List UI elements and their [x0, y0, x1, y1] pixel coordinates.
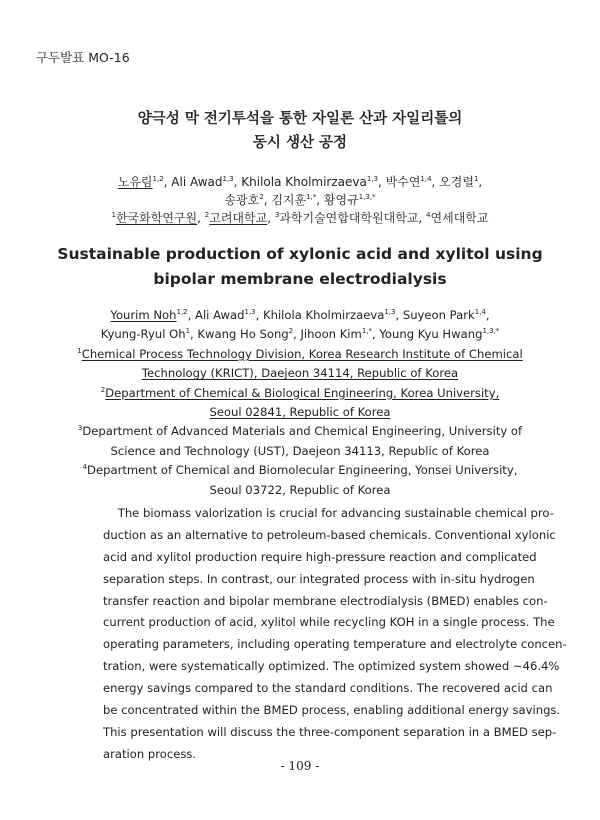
text-segment: , 김지훈 — [263, 193, 307, 207]
english_authors-line — [0, 424, 600, 438]
english_authors-line — [0, 405, 600, 419]
abstract — [103, 503, 567, 766]
text-segment: , Jihoon Kim — [293, 327, 362, 342]
affiliation-superscript: 1,3 — [244, 308, 256, 317]
abstract-line: current production of acid, xylitol while recycling KOH in a single process. The — [103, 615, 555, 630]
affiliation-superscript: 1,* — [306, 193, 317, 201]
session-label: 구두발표 MO-16 — [36, 50, 130, 65]
korean_authors-line — [0, 209, 600, 226]
text-segment: 한국화학연구원 — [115, 211, 198, 225]
text-segment: , — [478, 175, 483, 189]
affiliation-superscript: 1,3 — [222, 175, 234, 183]
english_authors-line — [0, 444, 600, 458]
affiliation-superscript: 1,2 — [152, 175, 164, 183]
text-segment: , — [267, 211, 275, 225]
text-segment: , Ali Awad — [187, 308, 245, 322]
abstract-line: This presentation will discuss the three-component separation in a BMED sep- — [103, 724, 557, 739]
page-number: - 109 - — [280, 759, 320, 773]
affiliation-superscript: 3 — [77, 424, 83, 433]
affiliation-superscript: 4 — [426, 211, 431, 219]
affiliation-superscript: 4 — [82, 463, 88, 472]
korean-title-line-2: 동시 생산 공정 — [252, 135, 348, 151]
korean_authors-line — [0, 191, 600, 208]
text-segment: 송광호 — [224, 193, 260, 207]
text-segment: , Ali Awad — [163, 175, 223, 189]
text-segment: Department of Advanced Materials and Chemical Engineering, University of — [82, 424, 523, 439]
text-segment: 과학기술연합대학원대학교, — [279, 211, 427, 225]
affiliation-superscript: 1,3 — [384, 308, 396, 317]
affiliation-superscript: 1,3,* — [358, 193, 376, 201]
text-segment: , 박수연 — [378, 175, 421, 189]
text-segment: , Kwang Ho Song — [190, 327, 289, 342]
english_authors-line — [0, 483, 600, 497]
affiliation-superscript: 2 — [100, 385, 106, 394]
abstract-line: energy savings compared to the standard conditions. The recovered acid can — [103, 681, 553, 696]
text-segment: Chemical Process Technology Division, Korea Research Institute of Chemical — [81, 346, 523, 361]
text-segment: , 오경렬 — [431, 175, 474, 189]
text-segment: Seoul 03722, Republic of Korea — [209, 482, 391, 497]
affiliation-superscript: 1,* — [361, 327, 373, 336]
text-segment: 연세대학교 — [430, 211, 489, 225]
english_authors-line — [0, 366, 600, 380]
text-segment: Technology (KRICT), Daejeon 34114, Republic of Korea — [141, 366, 459, 381]
affiliation-superscript: 3 — [274, 211, 280, 219]
affiliation-superscript: 2 — [288, 327, 294, 336]
english_authors-line — [0, 463, 600, 477]
text-segment: Science and Technology (UST), Daejeon 34113, Republic of Korea — [110, 443, 490, 458]
text-segment: , — [485, 308, 490, 322]
text-segment: , — [197, 211, 205, 225]
text-segment: Seoul 02841, Republic of Korea — [209, 405, 391, 419]
english_authors-line — [0, 386, 600, 400]
text-segment: Yourim Noh — [110, 308, 177, 322]
abstract-line: aration process. — [103, 746, 197, 761]
english-title-line-1: Sustainable production of xylonic acid and xylitol using — [57, 245, 543, 263]
text-segment: , Khilola Kholmirzaeva — [233, 175, 367, 189]
affiliation-superscript: 1,4 — [420, 175, 432, 183]
text-segment: Department of Chemical & Biological Engineering, Korea University, — [105, 385, 500, 400]
affiliation-superscript: 1,3,* — [482, 327, 500, 336]
text-segment: , 황영규 — [316, 193, 359, 207]
text-segment: , Young Kyu Hwang — [372, 327, 483, 342]
affiliation-superscript: 2 — [204, 211, 210, 219]
affiliation-superscript: 1,3 — [366, 175, 378, 183]
text-segment: Kyung-Ryul Oh — [100, 327, 186, 342]
abstract-line: The biomass valorization is crucial for advancing sustainable chemical pro- — [103, 506, 554, 520]
text-segment: , Khilola Kholmirzaeva — [255, 308, 385, 322]
korean-title-line-1: 양극성 막 전기투석을 통한 자일론 산과 자일리톨의 — [137, 111, 463, 127]
korean_authors-line — [0, 173, 600, 190]
english_authors-line — [0, 308, 600, 322]
affiliation-superscript: 1 — [77, 346, 82, 355]
text-segment: Department of Chemical and Biomolecular Engineering, Yonsei University, — [87, 463, 518, 478]
english_authors-line — [0, 327, 600, 341]
affiliation-superscript: 1 — [473, 175, 479, 183]
affiliation-superscript: 1,2 — [176, 308, 188, 317]
abstract-line: transfer reaction and bipolar membrane electrodialysis (BMED) enables con- — [103, 593, 548, 608]
english_authors-line — [0, 347, 600, 361]
text-segment: 고려대학교 — [209, 211, 268, 225]
text-segment: 노유림 — [117, 175, 153, 189]
affiliation-superscript: 2 — [259, 193, 264, 201]
abstract-line: duction as an alternative to petroleum-based chemicals. Conventional xylonic — [103, 527, 556, 542]
affiliation-superscript: 1 — [185, 327, 191, 336]
abstract-line: separation steps. In contrast, our integrated process with in-situ hydrogen — [103, 571, 535, 586]
english-title-line-2: bipolar membrane electrodialysis — [153, 270, 447, 288]
affiliation-superscript: 1 — [111, 211, 116, 219]
abstract-line: be concentrated within the BMED process, enabling additional energy savings. — [103, 703, 561, 718]
affiliation-superscript: 1,4 — [474, 308, 486, 317]
abstract-line: tration, were systematically optimized. The optimized system showed ~46.4% — [103, 659, 560, 674]
abstract-line: acid and xylitol production require high-pressure reaction and complicated — [103, 549, 537, 564]
abstract-line: operating parameters, including operating temperature and electrolyte concen- — [103, 637, 567, 652]
text-segment: , Suyeon Park — [395, 308, 475, 322]
